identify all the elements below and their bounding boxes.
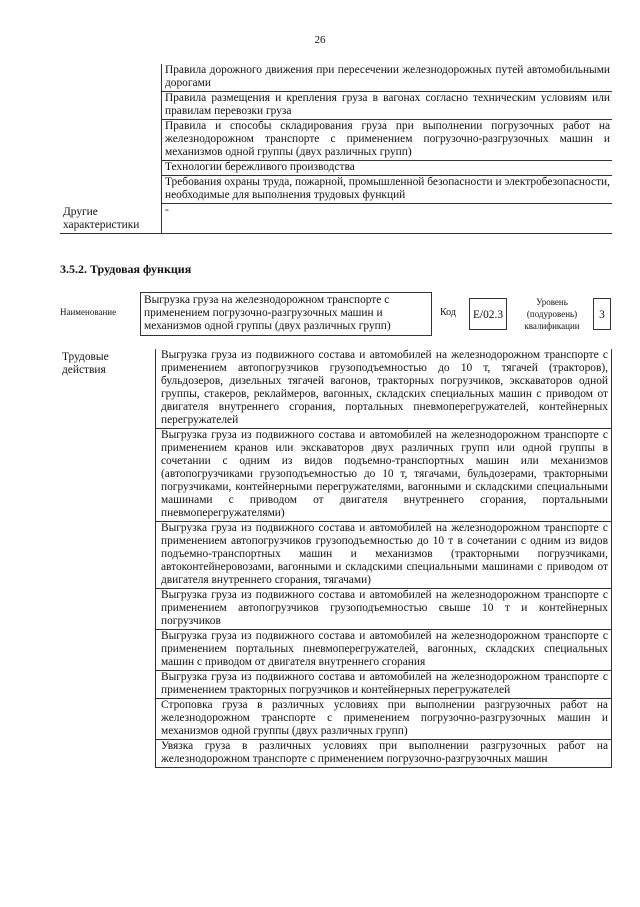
- level-label: Уровень (подуровень) квалификации: [524, 297, 580, 331]
- other-characteristics-label: Другие характеристики: [60, 204, 162, 234]
- labor-actions-label: Трудовые действия: [60, 349, 156, 768]
- labor-action-item: Строповка груза в различных условиях при выполнении разгрузочных работ на железнодорожном транспорте с применением погрузочно-разгрузочных машин и механизмов одной группы (двух различных групп): [156, 699, 612, 740]
- knowledge-label-cell: [60, 92, 162, 120]
- knowledge-item: Технологии бережливого производства: [162, 161, 613, 176]
- table-row: [60, 64, 612, 92]
- function-name: Выгрузка груза на железнодорожном транспорте с применением погрузочно-разгрузочных машин и механизмов одной группы (двух различных групп): [140, 292, 432, 336]
- knowledge-item: Правила размещения и крепления груза в вагонах согласно техническим условиям или правилам перевозки груза: [162, 92, 613, 120]
- labor-action-item: Выгрузка груза из подвижного состава и автомобилей на железнодорожном транспорте с применением автопогрузчиков грузоподъемностью до 10 т, тягачей (тракторов), бульдозеров, дизельных тягачей вагонов, тракторных погрузчиков, экскаваторов одной группы, стакеров, реклаймеров, вагонных, складских специальных машин с приводом от двигателя внутреннего сгорания, портальных пневмоперегружателей, контейнерных перегружателей: [156, 349, 612, 429]
- function-header: [60, 292, 612, 338]
- knowledge-label-cell: [60, 161, 162, 176]
- knowledge-item: Правила дорожного движения при пересечении железнодорожных путей автомобильными дорогами: [162, 64, 613, 92]
- knowledge-item: Правила и способы складирования груза при выполнении погрузочных работ на железнодорожном транспорте с применением погрузочно-разгрузочных машин и механизмов одной группы (двух различных групп): [162, 120, 613, 161]
- page-number: 26: [314, 34, 326, 46]
- section-title: 3.5.2. Трудовая функция: [60, 262, 192, 276]
- table-row: [60, 176, 612, 204]
- labor-action-item: Выгрузка груза из подвижного состава и автомобилей на железнодорожном транспорте с применением кранов или экскаваторов двух различных групп или одной группы в сочетании с одним из видов подъемно-транспортных машин или механизмов (автопогрузчиками грузоподъемностью до 10 т, тягачами, бульдозерами, тракторными погрузчиками, контейнерными перегружателями, вагонными и складскими специальными машинами с приводом от двигателя внутреннего сгорания, портальными пневмоперегружателями): [156, 429, 612, 522]
- knowledge-table: [60, 64, 612, 234]
- table-row: [60, 161, 612, 176]
- knowledge-label-cell: [60, 64, 162, 92]
- table-row: [60, 349, 612, 429]
- labor-action-item: Увязка груза в различных условиях при выполнении разгрузочных работ на железнодорожном транспорте с применением погрузочно-разгрузочных машин: [156, 740, 612, 768]
- labor-action-item: Выгрузка груза из подвижного состава и автомобилей на железнодорожном транспорте с применением портальных пневмоперегружателей, вагонных, складских специальных машин с приводом от двигателя внутреннего сгорания: [156, 630, 612, 671]
- qualification-level: 3: [593, 298, 611, 330]
- table-row: [60, 120, 612, 161]
- labor-action-item: Выгрузка груза из подвижного состава и автомобилей на железнодорожном транспорте с применением автопогрузчиков грузоподъемностью свыше 10 т и контейнерных погрузчиков: [156, 589, 612, 630]
- table-row: [60, 92, 612, 120]
- name-label: Наименование: [60, 307, 117, 317]
- labor-action-item: Выгрузка груза из подвижного состава и автомобилей на железнодорожном транспорте с применением тракторных погрузчиков и контейнерных перегружателей: [156, 671, 612, 699]
- knowledge-label-cell: [60, 176, 162, 204]
- table-row: [60, 204, 612, 234]
- labor-actions-table: [60, 349, 612, 768]
- labor-action-item: Выгрузка груза из подвижного состава и автомобилей на железнодорожном транспорте с применением автопогрузчиков грузоподъемностью до 10 т в сочетании с одним из видов подъемно-транспортных машин и механизмов (тракторными погрузчиками, автоконтейнеровозами, вагонными и складскими специальными машинами с приводом от двигателя внутреннего сгорания, тягачами): [156, 522, 612, 589]
- other-characteristics-value: -: [162, 204, 613, 234]
- code-label: Код: [440, 307, 456, 318]
- function-code: E/02.3: [469, 298, 507, 330]
- knowledge-label-cell: [60, 120, 162, 161]
- knowledge-item: Требования охраны труда, пожарной, промышленной безопасности и электробезопасности, необходимые для выполнения трудовых функций: [162, 176, 613, 204]
